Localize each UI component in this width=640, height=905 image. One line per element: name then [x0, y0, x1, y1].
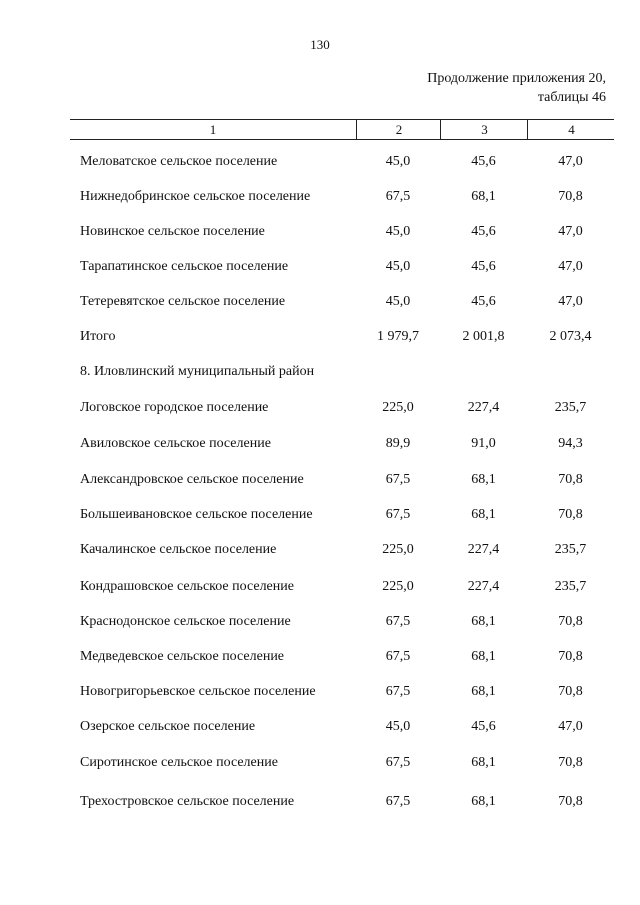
row-value-col-4: 70,8	[558, 794, 583, 809]
row-value-col-4: 70,8	[558, 755, 583, 770]
row-name: Александровское сельское поселение	[80, 472, 304, 487]
row-name: Сиротинское сельское поселение	[80, 755, 278, 770]
row-name: Краснодонское сельское поселение	[80, 614, 291, 629]
header-col-2: 2	[356, 120, 441, 139]
table-row	[70, 470, 614, 490]
row-value-col-2: 45,0	[385, 224, 411, 239]
row-value-col-4: 235,7	[554, 400, 587, 415]
row-value-col-3: 68,1	[471, 684, 496, 699]
row-value-col-4: 47,0	[558, 259, 583, 274]
row-value-col-2: 1 979,7	[377, 329, 419, 344]
row-name: Меловатское сельское поселение	[80, 154, 278, 169]
page-number: 130	[310, 37, 330, 52]
row-value-col-3: 45,6	[471, 224, 496, 239]
table-row	[70, 398, 614, 418]
row-name: Тетеревятское сельское поселение	[80, 294, 286, 309]
row-value-col-2: 67,5	[385, 507, 411, 522]
row-name: Новогригорьевское сельское поселение	[80, 684, 316, 699]
row-name: Качалинское сельское поселение	[80, 542, 277, 557]
row-value-col-2: 67,5	[385, 794, 411, 809]
row-name: Трехостровское сельское поселение	[80, 794, 295, 809]
row-value-col-3: 91,0	[471, 436, 496, 451]
table-row	[70, 540, 614, 560]
row-name: 8. Иловлинский муниципальный район	[80, 364, 315, 379]
row-name: Кондрашовское сельское поселение	[80, 579, 294, 594]
table-row	[70, 717, 614, 737]
continuation-line-2: таблицы 46	[537, 90, 606, 105]
row-name: Большеивановское сельское поселение	[80, 507, 313, 522]
row-value-col-4: 94,3	[558, 436, 583, 451]
row-value-col-3: 45,6	[471, 719, 496, 734]
table-row	[70, 292, 614, 312]
row-value-col-2: 67,5	[385, 649, 411, 664]
row-value-col-3: 227,4	[467, 579, 500, 594]
row-value-col-4: 70,8	[558, 507, 583, 522]
row-value-col-4: 47,0	[558, 294, 583, 309]
row-value-col-3: 45,6	[471, 154, 496, 169]
row-name: Авиловское сельское поселение	[80, 436, 271, 451]
row-name: Озерское сельское поселение	[80, 719, 256, 734]
row-value-col-2: 45,0	[385, 259, 411, 274]
table-row	[70, 647, 614, 667]
row-value-col-4: 235,7	[554, 579, 587, 594]
row-value-col-2: 67,5	[385, 614, 411, 629]
table-row	[70, 505, 614, 525]
row-value-col-3: 68,1	[471, 649, 496, 664]
row-value-col-2: 225,0	[382, 579, 414, 594]
row-value-col-3: 68,1	[471, 794, 496, 809]
table-row	[70, 152, 614, 172]
table-row	[70, 257, 614, 277]
row-value-col-2: 45,0	[385, 154, 411, 169]
header-col-3: 3	[440, 120, 528, 139]
row-name: Нижнедобринское сельское поселение	[80, 189, 311, 204]
row-value-col-4: 70,8	[558, 649, 583, 664]
row-value-col-4: 47,0	[558, 719, 583, 734]
row-value-col-4: 235,7	[554, 542, 587, 557]
row-name: Медведевское сельское поселение	[80, 649, 285, 664]
header-col-4: 4	[527, 120, 615, 139]
row-value-col-2: 45,0	[385, 294, 411, 309]
table-row	[70, 362, 614, 382]
table-row	[70, 792, 614, 812]
row-value-col-4: 70,8	[558, 614, 583, 629]
continuation-line-1: Продолжение приложения 20,	[427, 71, 606, 86]
header-col-1: 1	[209, 122, 217, 137]
row-value-col-3: 68,1	[471, 507, 496, 522]
row-value-col-4: 70,8	[558, 189, 583, 204]
row-value-col-2: 67,5	[385, 189, 411, 204]
table-row	[70, 612, 614, 632]
row-value-col-4: 70,8	[558, 684, 583, 699]
row-value-col-3: 45,6	[471, 294, 496, 309]
row-value-col-4: 47,0	[558, 154, 583, 169]
row-value-col-4: 2 073,4	[549, 329, 592, 344]
table-header	[70, 119, 614, 140]
row-value-col-2: 67,5	[385, 472, 411, 487]
table-row	[70, 682, 614, 702]
row-value-col-2: 45,0	[385, 719, 411, 734]
row-value-col-2: 67,5	[385, 755, 411, 770]
table-row	[70, 327, 614, 347]
row-name: Новинское сельское поселение	[80, 224, 265, 239]
table-row	[70, 577, 614, 597]
row-value-col-2: 89,9	[385, 436, 411, 451]
row-value-col-2: 225,0	[382, 400, 414, 415]
continuation-note	[427, 69, 606, 107]
row-value-col-2: 225,0	[382, 542, 414, 557]
row-value-col-3: 227,4	[467, 542, 500, 557]
row-value-col-2: 67,5	[385, 684, 411, 699]
row-value-col-4: 47,0	[558, 224, 583, 239]
row-name: Итого	[80, 329, 116, 344]
row-value-col-3: 68,1	[471, 755, 496, 770]
row-value-col-3: 68,1	[471, 472, 496, 487]
row-value-col-3: 227,4	[467, 400, 500, 415]
allocation-table	[70, 119, 614, 809]
row-value-col-3: 68,1	[471, 614, 496, 629]
row-value-col-3: 2 001,8	[462, 329, 505, 344]
row-value-col-3: 68,1	[471, 189, 496, 204]
table-row	[70, 753, 614, 773]
row-value-col-4: 70,8	[558, 472, 583, 487]
table-row	[70, 187, 614, 207]
row-name: Логовское городское поселение	[80, 400, 269, 415]
table-row	[70, 222, 614, 242]
table-row	[70, 434, 614, 454]
row-name: Тарапатинское сельское поселение	[80, 259, 289, 274]
row-value-col-3: 45,6	[471, 259, 496, 274]
